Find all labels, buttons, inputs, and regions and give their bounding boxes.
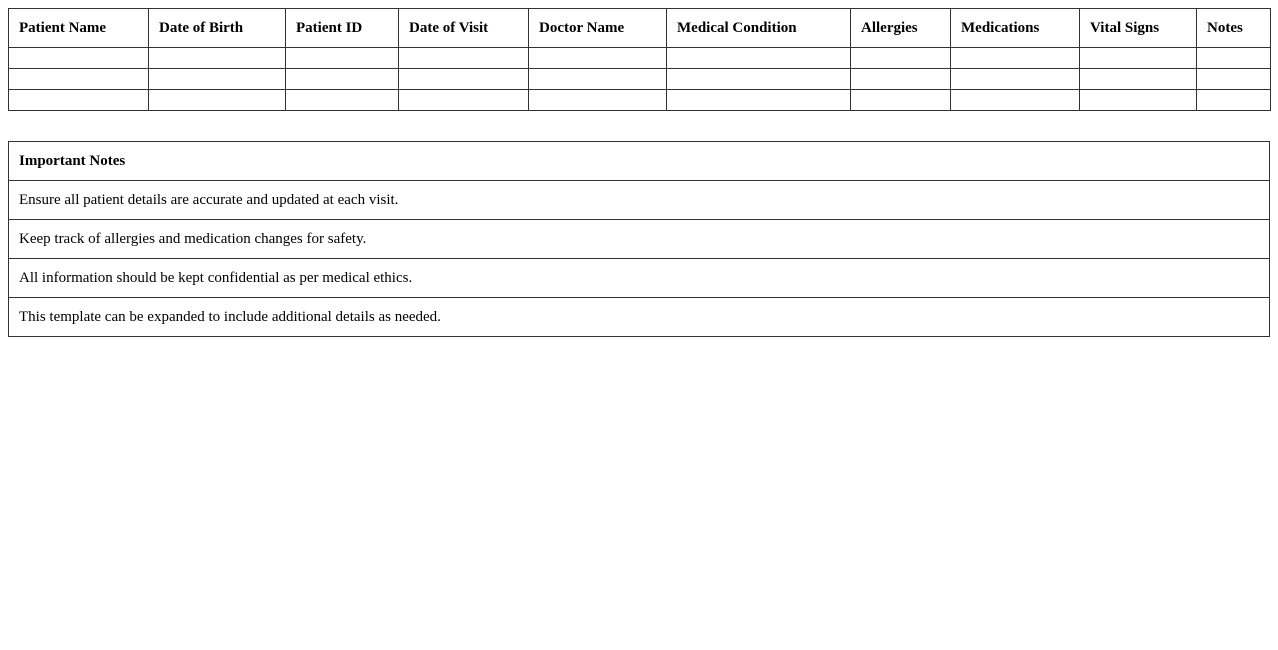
table-cell[interactable]: [667, 69, 851, 90]
header-date-of-visit: Date of Visit: [399, 9, 529, 48]
table-cell[interactable]: [667, 48, 851, 69]
header-medical-condition: Medical Condition: [667, 9, 851, 48]
table-cell[interactable]: [286, 48, 399, 69]
table-cell[interactable]: [667, 90, 851, 111]
header-medications: Medications: [951, 9, 1080, 48]
table-cell[interactable]: [529, 48, 667, 69]
table-cell[interactable]: [1197, 48, 1271, 69]
table-cell[interactable]: [9, 90, 149, 111]
table-cell[interactable]: [286, 90, 399, 111]
important-notes-table: [8, 141, 1270, 337]
table-cell[interactable]: [149, 48, 286, 69]
page: [8, 8, 1270, 337]
table-cell[interactable]: [9, 48, 149, 69]
table-cell[interactable]: [1080, 69, 1197, 90]
table-cell[interactable]: [1197, 69, 1271, 90]
list-item: [9, 220, 1270, 259]
table-cell[interactable]: [851, 48, 951, 69]
header-allergies: Allergies: [851, 9, 951, 48]
table-cell[interactable]: [399, 90, 529, 111]
header-patient-id: Patient ID: [286, 9, 399, 48]
table-cell[interactable]: [1080, 48, 1197, 69]
note-text: Ensure all patient details are accurate and updated at each visit.: [9, 181, 1270, 220]
header-row: [9, 9, 1271, 48]
notes-title: Important Notes: [9, 142, 1270, 181]
table-cell[interactable]: [851, 90, 951, 111]
table-cell[interactable]: [286, 69, 399, 90]
table-row: [9, 69, 1271, 90]
table-cell[interactable]: [951, 69, 1080, 90]
notes-header-row: [9, 142, 1270, 181]
header-notes: Notes: [1197, 9, 1271, 48]
table-cell[interactable]: [951, 48, 1080, 69]
table-cell[interactable]: [851, 69, 951, 90]
table-cell[interactable]: [1080, 90, 1197, 111]
list-item: [9, 181, 1270, 220]
note-text: This template can be expanded to include additional details as needed.: [9, 298, 1270, 337]
header-patient-name: Patient Name: [9, 9, 149, 48]
list-item: [9, 259, 1270, 298]
table-cell[interactable]: [149, 69, 286, 90]
header-date-of-birth: Date of Birth: [149, 9, 286, 48]
header-doctor-name: Doctor Name: [529, 9, 667, 48]
table-cell[interactable]: [9, 69, 149, 90]
table-cell[interactable]: [399, 48, 529, 69]
table-cell[interactable]: [399, 69, 529, 90]
table-cell[interactable]: [149, 90, 286, 111]
table-cell[interactable]: [529, 90, 667, 111]
patient-records-table: [8, 8, 1271, 111]
table-row: [9, 48, 1271, 69]
list-item: [9, 298, 1270, 337]
table-cell[interactable]: [951, 90, 1080, 111]
table-row: [9, 90, 1271, 111]
table-cell[interactable]: [529, 69, 667, 90]
table-cell[interactable]: [1197, 90, 1271, 111]
note-text: All information should be kept confidential as per medical ethics.: [9, 259, 1270, 298]
header-vital-signs: Vital Signs: [1080, 9, 1197, 48]
note-text: Keep track of allergies and medication changes for safety.: [9, 220, 1270, 259]
